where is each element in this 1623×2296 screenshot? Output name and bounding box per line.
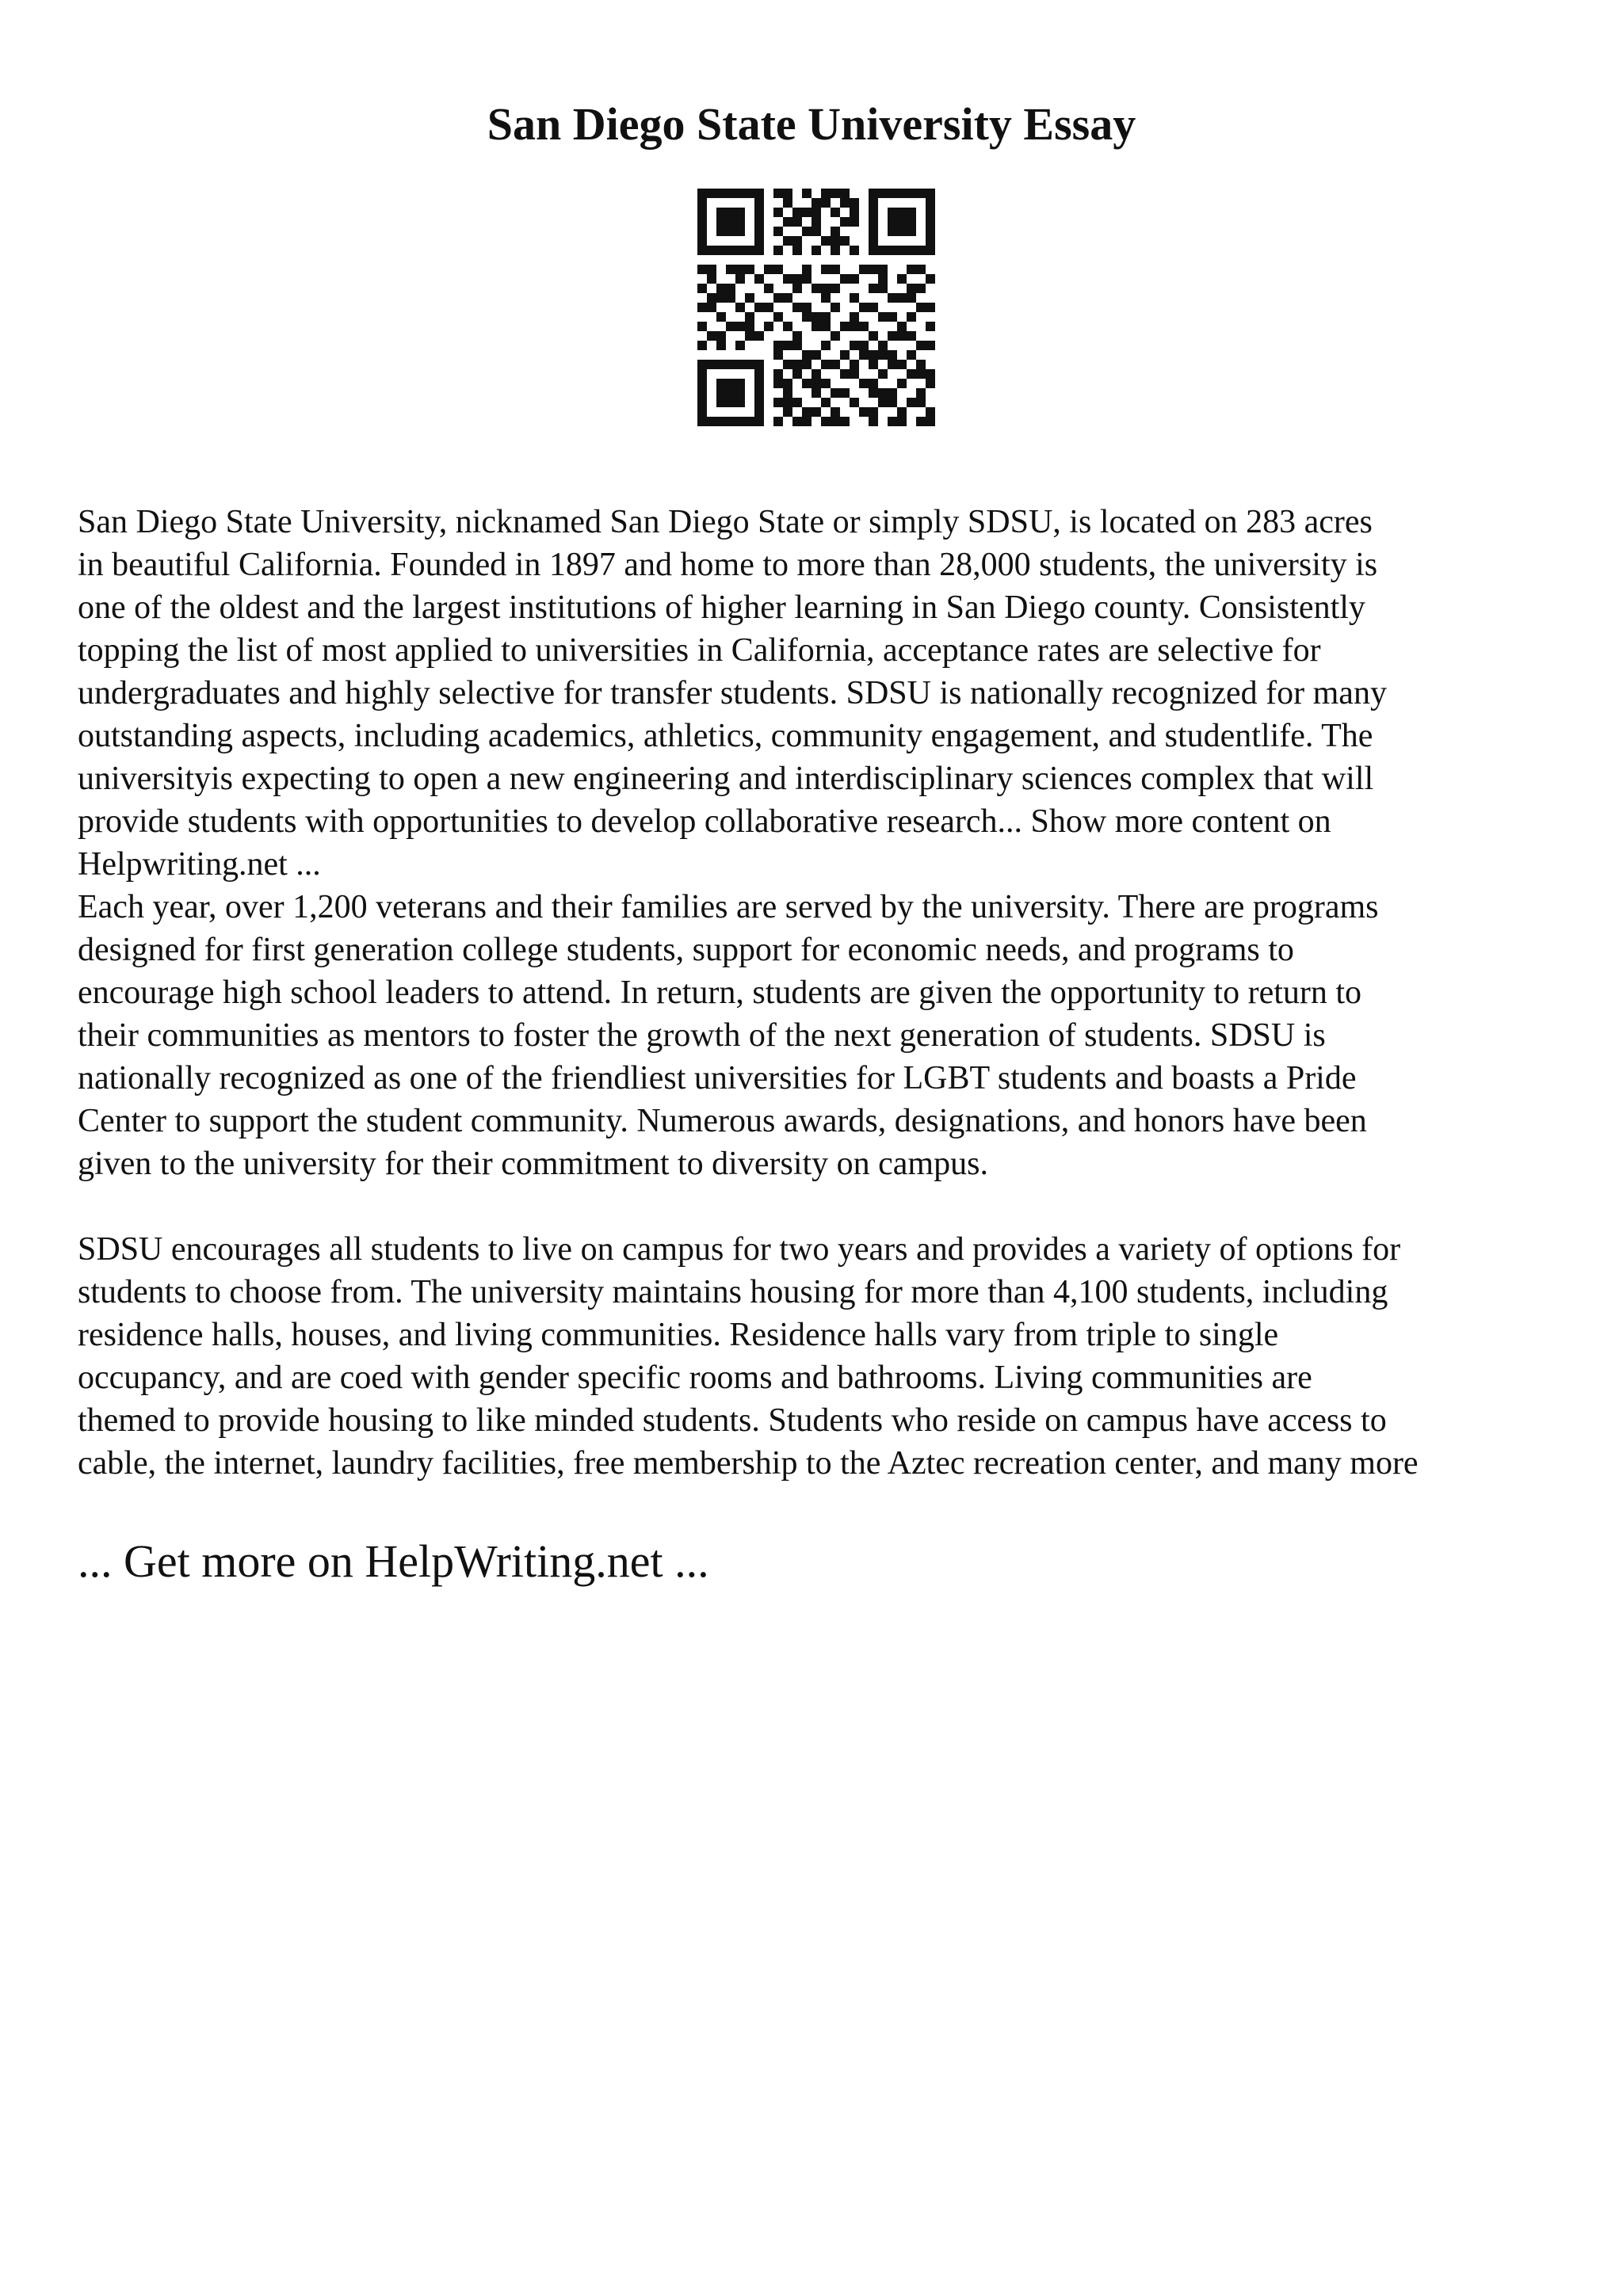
- paragraph-2: Each year, over 1,200 veterans and their families are served by the university. There are programs designed for first generation college students, support for economic needs, and programs to encourage high school leaders to attend. In return, students are given the opportunity to return to their communities as mentors to foster the growth of the next generation of students. SDSU is nationally recognized as one of the friendliest universities for LGBT students and boasts a Pride Center to support the student community. Numerous awards, designations, and honors have been given to the university for their commitment to diversity on campus.: [78, 889, 1379, 1182]
- document-title: San Diego State University Essay: [487, 98, 1136, 150]
- get-more-link[interactable]: ... Get more on HelpWriting.net ...: [78, 1535, 709, 1587]
- paragraph-3: SDSU encourages all students to live on campus for two years and provides a variety of options for students to choose from. The university maintains housing for more than 4,100 students, including residence halls, houses, and living communities. Residence halls vary from triple to single occupancy, and are coed with gender specific rooms and bathrooms. Living communities are themed to provide housing to like minded students. Students who reside on campus have access to cable, the internet, laundry facilities, free membership to the Aztec recreation center, and many more: [78, 1231, 1419, 1482]
- qr-code-icon: [697, 189, 935, 426]
- paragraph-1: San Diego State University, nicknamed San Diego State or simply SDSU, is located on 283 acres in beautiful California. Founded in 1897 and home to more than 28,000 students, the university is one of the oldest and the largest institutions of higher learning in San Diego county. Consistently topping the list of most applied to universities in California, acceptance rates are selective for undergraduates and highly selective for transfer students. SDSU is nationally recognized for many outstanding aspects, including academics, athletics, community engagement, and studentlife. The universityis expecting to open a new engineering and interdisciplinary sciences complex that will provide students with opportunities to develop collaborative research... Show more content on Helpwriting.net ...: [78, 504, 1387, 883]
